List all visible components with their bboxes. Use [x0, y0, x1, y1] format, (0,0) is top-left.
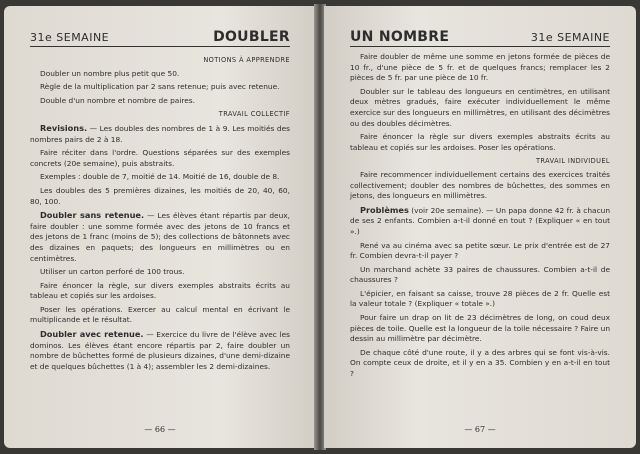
- problemes-paragraph: [350, 205, 610, 238]
- paragraph-utiliser: Utiliser un carton perforé de 100 trous.: [40, 267, 185, 277]
- problem-cinema: René va au cinéma avec sa petite sœur. Le prix d'entrée est de 27 fr. Combien devra-t-il payer ?: [350, 240, 610, 261]
- left-page-header: [30, 26, 290, 47]
- sans-retenue-title: Doubler sans retenue.: [40, 210, 145, 221]
- sans-retenue-text: — Les élèves étant répartis par deux, faire doubler : une somme formée avec des jetons de 10 francs et des jetons de 1 franc (moins de 5); des collections de bâtonnets avec des dizaines en paquets; des longueurs en millimètres ou en centimètres.: [30, 211, 290, 263]
- page-number: — 66 —: [144, 425, 176, 434]
- section-heading-travail-collectif: TRAVAIL COLLECTIF: [218, 110, 290, 119]
- notion-item: Double d'un nombre et nombre de paires.: [40, 95, 195, 105]
- left-page: [4, 6, 316, 448]
- paragraph-les-doubles: Les doubles des 5 premières dizaines, les moitiés de 20, 40, 60, 80, 100.: [30, 185, 290, 206]
- avec-retenue-title: Doubler avec retenue.: [40, 329, 144, 340]
- right-page-header: [350, 26, 610, 47]
- paragraph-exemples: Exemples : double de 7, moitié de 14. Moitié de 16, double de 8.: [40, 172, 280, 182]
- revisions-text: — Les doubles des nombres de 1 à 9. Les moitiés des nombres pairs de 2 à 18.: [30, 123, 290, 144]
- problem-arbres: De chaque côté d'une route, il y a des arbres qui se font vis-à-vis. On compte ceux de droite, et il y en a 35. Combien y en a-t-il en tout ?: [350, 347, 610, 379]
- problem-drap: Pour faire un drap on lit de 23 décimètres de long, on coud deux pièces de toile. Quelle est la longueur de la toile nécessaire ? Faire un dessin au millimètre par décimètre.: [350, 313, 610, 344]
- avec-retenue-text: — Exercice du livre de l'élève avec les dominos. Les élèves étant encore répartis par 2, faire doubler un nombre de bûchettes formé de plusieurs dizaines, d'une demi-dizaine et de quelques bûchettes (1 à 4); assembler les 2 demi-dizaines.: [30, 330, 290, 371]
- right-page-body: [350, 52, 610, 383]
- revisions-title: Revisions.: [40, 122, 88, 133]
- paragraph-faire-reciter: Faire réciter dans l'ordre. Questions séparées sur des exemples concrets (20e semaine), puis abstraits.: [30, 148, 290, 168]
- sans-retenue-paragraph: [30, 210, 290, 264]
- section-heading-notions: NOTIONS À APPRENDRE: [203, 56, 290, 64]
- problem-epicier: L'épicier, en faisant sa caisse, trouve 28 pièces de 2 fr. Quelle est la valeur totale ? (Expliquer « totale ».): [350, 288, 610, 309]
- paragraph-faire-enoncer: Faire énoncer la règle, sur divers exemples abstraits écrits au tableau et copiés sur les ardoises.: [30, 280, 290, 301]
- page-title: DOUBLER: [213, 29, 290, 45]
- paragraph-longueurs: Doubler sur le tableau des longueurs en centimètres, en utilisant deux mètres gradués, faire exécuter individuellement le même exercice sur des longueurs en millimètres, en utilisant des décimètres ou des doubles décimètres.: [350, 86, 610, 128]
- week-label: 31e SEMAINE: [530, 31, 610, 44]
- section-heading-travail-individuel: TRAVAIL INDIVIDUEL: [535, 157, 610, 166]
- right-page: [324, 6, 636, 448]
- problem-chaussures: Un marchand achète 33 paires de chaussures. Combien a-t-il de chaussures ?: [350, 264, 610, 285]
- left-page-body: [30, 52, 290, 375]
- week-label: 31e SEMAINE: [30, 31, 110, 44]
- paragraph-jetons: Faire doubler de même une somme en jetons formée de pièces de 10 fr., d'une pièce de 5 fr. et de quelques francs; remplacer les 2 pièces de 5 fr. par une pièce de 10 fr.: [350, 52, 610, 83]
- paragraph-regle: Faire énoncer la règle sur divers exemples abstraits écrits au tableau et copiés sur les ardoises. Poser les opérations.: [350, 132, 610, 152]
- notion-item: Doubler un nombre plus petit que 50.: [40, 68, 180, 78]
- problemes-title: Problèmes: [360, 204, 409, 215]
- problemes-text: (voir 20e semaine). — Un papa donne 42 fr. à chacun de ses 2 enfants. Combien a-t-il donné en tout ? (Expliquer « en tout ».): [350, 205, 610, 236]
- page-number: — 67 —: [464, 425, 496, 434]
- avec-retenue-paragraph: [30, 329, 290, 372]
- revisions-paragraph: [30, 123, 290, 145]
- paragraph-recommencer: Faire recommencer individuellement certains des exercices traités collectivement; doubler des nombres de bûchettes, des sommes en jetons, des longueurs en millimètres.: [350, 169, 610, 201]
- paragraph-poser: Poser les opérations. Exercer au calcul mental en écrivant le multiplicande et le résultat.: [30, 304, 290, 325]
- page-title: UN NOMBRE: [350, 29, 450, 45]
- notion-item: Règle de la multiplication par 2 sans retenue; puis avec retenue.: [40, 82, 280, 92]
